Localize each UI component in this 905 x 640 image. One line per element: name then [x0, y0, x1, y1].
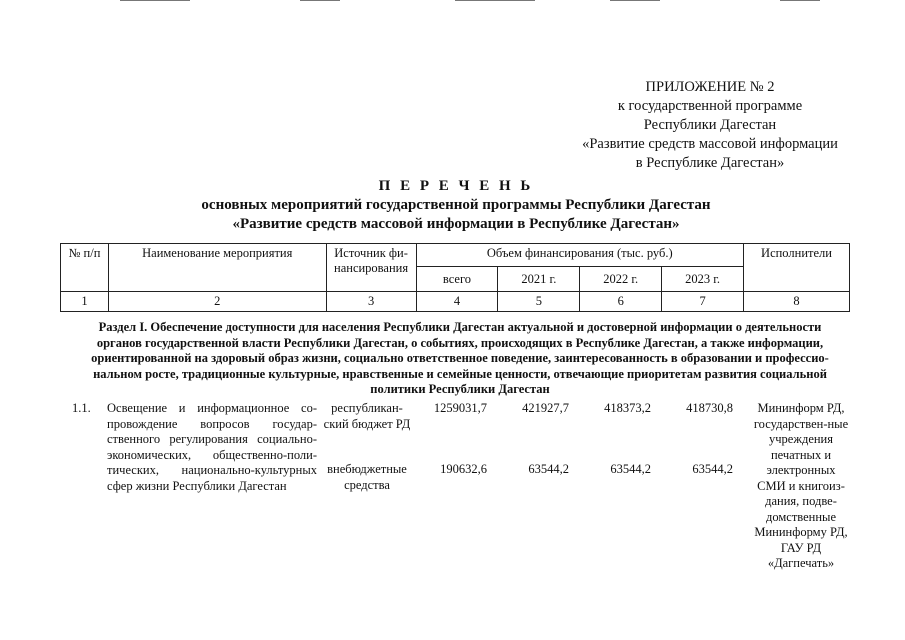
- col-number-index: 5: [498, 292, 580, 312]
- row-extra-2021: 63544,2: [528, 462, 569, 476]
- col-number-header: № п/п: [61, 244, 109, 292]
- row-activity-name: Освещение и информационное со-провождение вопросов государ-ственного регулирования социально-экономических, общественно-поли-тических, национально-культурных сфер жизни Республики Дагестан: [107, 401, 317, 493]
- col-number-index: 1: [61, 292, 109, 312]
- col-executors-header: Исполнители: [744, 244, 850, 292]
- col-total-header: всего: [416, 267, 498, 292]
- col-number-index: 2: [108, 292, 326, 312]
- appendix-line-2: к государственной программе: [617, 98, 803, 114]
- section-line: ориентированной на здоровый образ жизни, социально ответственное поведение, заинтересованность в образовании и профессио-: [91, 351, 829, 365]
- appendix-line-3: Республики Дагестан: [643, 117, 777, 133]
- col-2023-header: 2023 г.: [662, 267, 744, 292]
- row-source-extra-budget: внебюджетные средства: [327, 462, 407, 492]
- col-funding-header: Объем финансирования (тыс. руб.): [416, 244, 743, 267]
- section-line: Раздел I. Обеспечение доступности для населения Республики Дагестан актуальной и достоверной информации о деятельности: [98, 320, 822, 334]
- col-number-index: 4: [416, 292, 498, 312]
- scan-top-edge-marks: [0, 0, 905, 4]
- section-line: политики Республики Дагестан: [370, 382, 550, 396]
- row-index: 1.1.: [72, 401, 91, 415]
- row-extra-total: 190632,6: [440, 462, 487, 476]
- row-extra-2022: 63544,2: [610, 462, 651, 476]
- col-number-index: 7: [662, 292, 744, 312]
- document-subtitle-2: «Развитие средств массовой информации в Республике Дагестан»: [232, 216, 680, 232]
- col-source-header: Источник фи-нансирования: [326, 244, 416, 292]
- appendix-line-1: ПРИЛОЖЕНИЕ № 2: [645, 79, 775, 95]
- col-2022-header: 2022 г.: [580, 267, 662, 292]
- document-title: П Е Р Е Ч Е Н Ь: [378, 178, 534, 194]
- appendix-header: [560, 78, 860, 173]
- section-line: нальном росте, традиционные культурные, нравственные и семейные ценности, отвечающие приоритетам развития социальной: [93, 366, 827, 381]
- row-source-regional-budget: республикан-ский бюджет РД: [323, 401, 411, 431]
- col-number-index: 6: [580, 292, 662, 312]
- section-line: органов государственной власти Республики Дагестан, о событиях, происходящих в Республике Дагестан, а также информации,: [96, 335, 824, 350]
- row-budget-total: 1259031,7: [433, 401, 487, 415]
- appendix-line-5: в Республике Дагестан»: [635, 155, 785, 171]
- col-number-index: 3: [326, 292, 416, 312]
- row-budget-2021: 421927,7: [522, 401, 569, 415]
- section-heading: [75, 320, 845, 398]
- col-name-header: Наименование мероприятия: [108, 244, 326, 292]
- row-extra-2023: 63544,2: [692, 462, 733, 476]
- col-2021-header: 2021 г.: [498, 267, 580, 292]
- funding-table-header: [60, 243, 850, 312]
- document-heading: [150, 177, 762, 234]
- row-executors: Мининформ РД, государствен-ные учреждения печатных и электронных СМИ и книгоиз-дания, подве-домственные Мининформу РД, ГАУ РД «Дагпечать»: [753, 401, 849, 570]
- row-budget-2022: 418373,2: [604, 401, 651, 415]
- row-budget-2023: 418730,8: [686, 401, 733, 415]
- document-subtitle-1: основных мероприятий государственной программы Республики Дагестан: [201, 197, 711, 213]
- appendix-line-4: «Развитие средств массовой информации: [582, 136, 838, 152]
- col-number-index: 8: [744, 292, 850, 312]
